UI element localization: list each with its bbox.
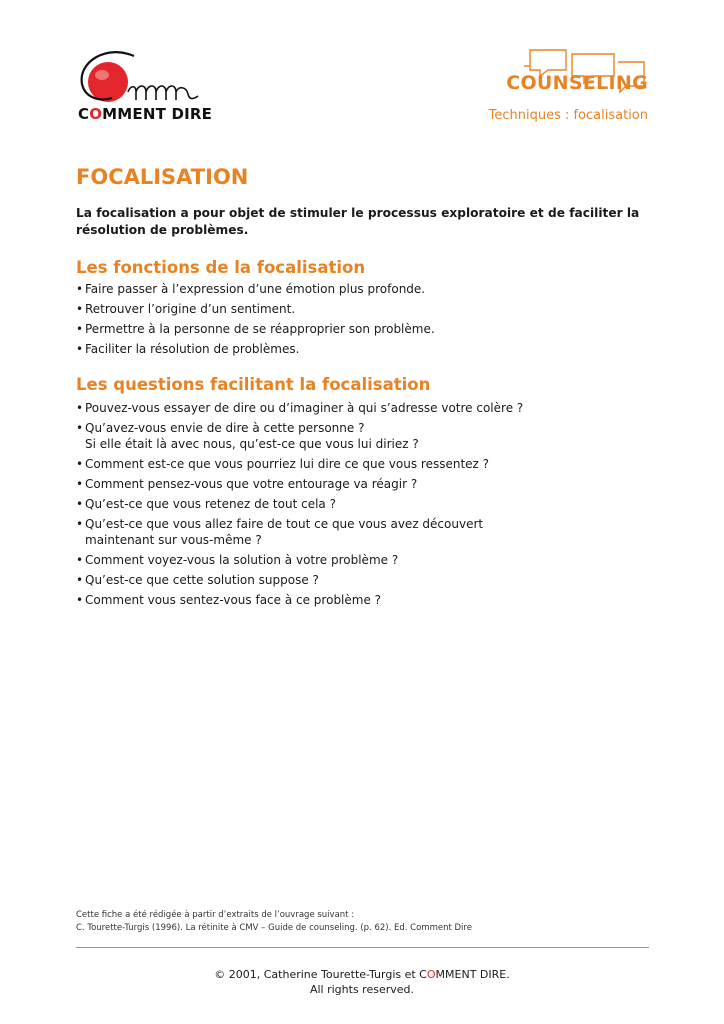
functions-list: [76, 281, 636, 361]
footer-divider: [76, 947, 649, 948]
list-item: • Pouvez-vous essayer de dire ou d’imaginer à qui s’adresse votre colère ?: [76, 400, 636, 416]
list-item: • Permettre à la personne de se réapproprier son problème.: [76, 321, 636, 337]
source-note: [76, 909, 472, 935]
list-item: • Qu’est-ce que cette solution suppose ?: [76, 572, 636, 588]
copyright-notice: [0, 967, 724, 997]
list-item: • Comment voyez-vous la solution à votre problème ?: [76, 552, 636, 568]
questions-list: [76, 400, 636, 612]
rights-line: All rights reserved.: [309, 983, 415, 996]
copyright-line: © 2001, Catherine Tourette-Turgis et COMMENT DIRE.: [214, 968, 510, 981]
list-item: • Qu’est-ce que vous retenez de tout cela ?: [76, 496, 636, 512]
comment-dire-logo: [76, 48, 216, 128]
page-title: FOCALISATION: [76, 165, 249, 189]
counseling-badge: [478, 46, 648, 126]
list-item: • Faciliter la résolution de problèmes.: [76, 341, 636, 357]
source-citation: C. Tourette-Turgis (1996). La rétinite à CMV – Guide de counseling. (p. 62). Ed. Comment Dire: [76, 923, 472, 933]
list-item: • Retrouver l’origine d’un sentiment.: [76, 301, 636, 317]
list-item: • Comment pensez-vous que votre entourage va réagir ?: [76, 476, 636, 492]
functions-heading: Les fonctions de la focalisation: [76, 258, 366, 277]
technique-subtitle: Techniques : focalisation: [488, 108, 648, 123]
list-item: • Qu’est-ce que vous allez faire de tout ce que vous avez découvert maintenant sur vous-même ?: [76, 516, 636, 548]
list-item: • Comment vous sentez-vous face à ce problème ?: [76, 592, 636, 608]
logo-emblem-icon: [76, 48, 216, 108]
list-item: • Qu’avez-vous envie de dire à cette personne ? Si elle était là avec nous, qu’est-ce que vous lui diriez ?: [76, 420, 636, 452]
intro-paragraph: La focalisation a pour objet de stimuler le processus exploratoire et de faciliter la résolution de problèmes.: [76, 206, 640, 237]
list-item: • Comment est-ce que vous pourriez lui dire ce que vous ressentez ?: [76, 456, 636, 472]
counseling-title: COUNSELING: [506, 72, 648, 94]
list-item: • Faire passer à l’expression d’une émotion plus profonde.: [76, 281, 636, 297]
source-line: Cette fiche a été rédigée à partir d’extraits de l’ouvrage suivant :: [76, 910, 355, 920]
logo-wordmark: COMMENT DIRE: [78, 105, 213, 123]
questions-heading: Les questions facilitant la focalisation: [76, 375, 431, 394]
